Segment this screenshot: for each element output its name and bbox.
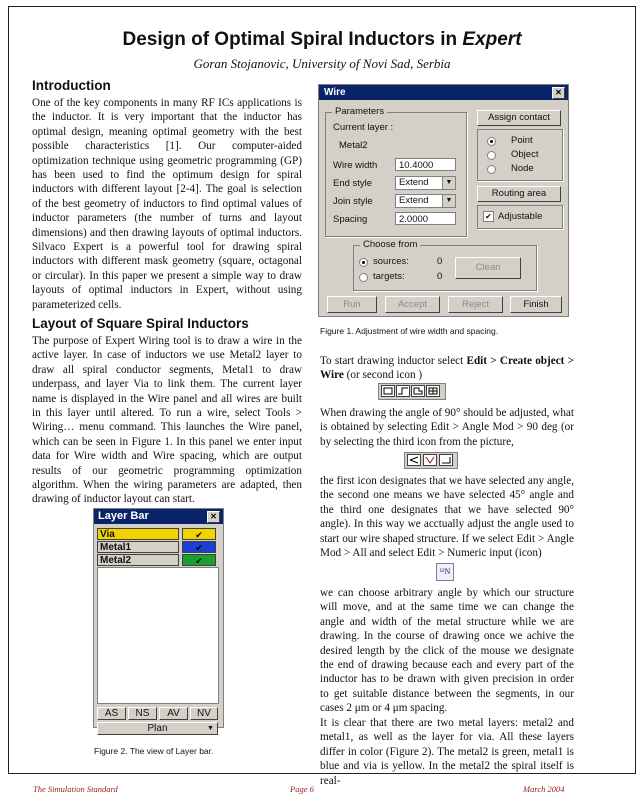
routing-area-button[interactable]: Routing area <box>477 186 561 202</box>
sources-count: 0 <box>437 256 443 267</box>
p1-menu-path: Edit > Create object > Wire <box>320 355 574 382</box>
intro-body: One of the key components in many RF ICs applications is the inductor. It is very important that the inductor has optimal design, meaning optimal geometry with the best possible characteristics [1]. Our computer-aided optimization technique using geometric programming (GP) has been used to find the optimum design for spiral inductors with different layout [2-4]. The goal is selection of the best geometry of inductors to find optimal values of inductor parameters (the number of turns and layout dimensions) and then drawing layouts of optimal inductors. Silvaco Expert is a powerful tool for drawing spiral inductors with different mask geometry (square, octagonal or circular). In this paper we present a simple way to draw layouts of optimal inductors in Expert, without using parameterized cells. <box>32 97 302 311</box>
wire-width-field[interactable]: 10.4000 <box>395 158 456 171</box>
current-layer-label: Current layer : <box>333 122 394 133</box>
layer-visible-check-icon[interactable]: ✔ <box>182 554 216 566</box>
end-style-value: Extend <box>399 177 429 188</box>
layer-btn-ns[interactable]: NS <box>128 707 157 720</box>
layer-bar-title: Layer Bar <box>98 510 149 522</box>
intro-heading: Introduction <box>32 78 111 93</box>
right-paragraph-2: When drawing the angle of 90° should be adjusted, what is obtained by selecting Edit > Angle Mod > 90 deg (or by selecting the third icon from the picture, <box>320 407 574 448</box>
object-radio[interactable] <box>487 151 496 160</box>
spacing-label: Spacing <box>333 214 368 225</box>
page-title: Design of Optimal Spiral Inductors in Expert <box>122 29 522 50</box>
layer-row-metal1[interactable] <box>97 541 217 553</box>
point-radio[interactable] <box>487 137 496 146</box>
layer-row-via[interactable] <box>97 528 217 540</box>
p1-text: To start drawing inductor select <box>320 355 464 367</box>
footer-publication: The Simulation Standard <box>33 784 118 794</box>
sources-radio[interactable] <box>359 258 368 267</box>
layer-name: Metal1 <box>97 541 179 553</box>
footer-date: March 2004 <box>523 784 565 794</box>
chevron-down-icon[interactable]: ▼ <box>442 195 455 207</box>
end-style-label: End style <box>333 178 373 189</box>
parameters-label: Parameters <box>332 106 387 117</box>
choose-from-label: Choose from <box>360 239 420 250</box>
targets-count: 0 <box>437 271 443 282</box>
angle-45-icon[interactable] <box>423 454 437 466</box>
right-paragraph-1 <box>320 354 574 383</box>
layer-visible-check-icon[interactable]: ✔ <box>182 541 216 553</box>
polygon-tool-icon[interactable] <box>411 385 425 397</box>
footer-page: Page 6 <box>290 784 314 794</box>
current-layer-value: Metal2 <box>339 140 368 151</box>
layout-heading: Layout of Square Spiral Inductors <box>32 316 249 331</box>
node-radio[interactable] <box>487 165 496 174</box>
numeric-input-icon[interactable]: ¹²N <box>436 563 454 581</box>
plan-value: Plan <box>147 723 168 734</box>
box-grid-tool-icon[interactable] <box>426 385 440 397</box>
targets-label: targets: <box>373 271 405 282</box>
wire-tool-icon[interactable] <box>396 385 410 397</box>
close-icon[interactable]: ✕ <box>552 87 565 99</box>
layer-btn-as[interactable]: AS <box>97 707 126 720</box>
node-label: Node <box>511 163 534 174</box>
finish-button[interactable]: Finish <box>510 296 562 313</box>
angle-90-icon[interactable] <box>439 454 453 466</box>
right-paragraph-4: we can choose arbitrary angle by which our structure will move, and at the same time we can change the angle and width of the metal structure while we are drawing. In the course of drawing once we achive the desired length by the click of the mouse we designate the end of drawing because each and every part of the inductor has to be drawn with given precision in order to get suitable distance between the segments, in our cases 2 μm or 4 μm spacing. <box>320 587 574 715</box>
layer-name: Via <box>97 528 179 540</box>
spacing-field[interactable]: 2.0000 <box>395 212 456 225</box>
assign-contact-button[interactable]: Assign contact <box>477 110 561 126</box>
layer-btn-av[interactable]: AV <box>159 707 188 720</box>
adjustable-checkbox[interactable]: ✔ <box>483 211 494 222</box>
layer-bar-titlebar <box>94 509 223 524</box>
object-label: Object <box>511 149 539 160</box>
accept-button[interactable]: Accept <box>385 296 440 313</box>
point-label: Point <box>511 135 533 146</box>
layer-visible-check-icon[interactable]: ✔ <box>182 528 216 540</box>
right-paragraph-5: It is clear that there are two metal layers: metal2 and metal1, as well as the layer for via. All these layers differ in color (Figure 2). The metal2 is green, metal1 is blue and via is yellow. In the metal2 the spiral itself is real- <box>320 717 574 787</box>
p1-note: (or second icon ) <box>346 369 423 382</box>
sources-label: sources: <box>373 256 409 267</box>
targets-radio[interactable] <box>359 273 368 282</box>
rectangle-tool-icon[interactable] <box>381 385 395 397</box>
layer-list-area <box>97 567 219 704</box>
any-angle-icon[interactable] <box>407 454 421 466</box>
plan-select[interactable] <box>97 722 218 735</box>
right-paragraph-3: the first icon designates that we have selected any angle, the second one means we have selected 45° angle and the third one designates that we have selected 90° angle). In this way we acctually adjust the angle used to start our wire shaped structure. If we select Edit > Angle Mod > All and select Edit > Numeric input (icon) <box>320 475 574 560</box>
join-style-value: Extend <box>399 195 429 206</box>
wire-dialog-titlebar <box>319 85 568 100</box>
chevron-down-icon[interactable]: ▼ <box>207 725 214 732</box>
reject-button[interactable]: Reject <box>448 296 503 313</box>
wire-dialog <box>318 84 569 317</box>
layer-row-metal2[interactable] <box>97 554 217 566</box>
layer-name: Metal2 <box>97 554 179 566</box>
layer-bar-panel <box>93 508 224 734</box>
layer-btn-nv[interactable]: NV <box>190 707 218 720</box>
author-line: Goran Stojanovic, University of Novi Sad, Serbia <box>193 56 451 71</box>
figure1-caption: Figure 1. Adjustment of wire width and spacing. <box>320 326 499 336</box>
wire-dialog-title: Wire <box>324 87 346 98</box>
end-style-select[interactable] <box>395 176 456 190</box>
join-style-label: Join style <box>333 196 373 207</box>
layout-body: The purpose of Expert Wiring tool is to draw a wire in the active layer. In case of inductors we use Metal2 layer to draw all spiral conductor segments, Metal1 to draw underpass, and layer Via to link them. The current layer name is displayed in the Wire panel and all wires are built in this layer until altered. To run a wire, select Tools > Wiring… menu command. This launches the Wire panel, which can be seen in Figure 1. In this panel we enter input data for Wire width and Wire spacing, which are output results of our geometric programming optimization algorithm. When the wiring parameters are adapted, then drawing of inductor layout can start. <box>32 335 302 506</box>
join-style-select[interactable] <box>395 194 456 208</box>
adjustable-label: Adjustable <box>498 211 543 222</box>
run-button[interactable]: Run <box>327 296 377 313</box>
wire-toolbar-icons <box>378 383 446 400</box>
angle-mode-icons <box>404 452 458 469</box>
chevron-down-icon[interactable]: ▼ <box>442 177 455 189</box>
clean-button[interactable]: Clean <box>455 257 521 279</box>
close-icon[interactable]: ✕ <box>207 511 220 523</box>
wire-width-label: Wire width <box>333 160 378 171</box>
figure2-caption: Figure 2. The view of Layer bar. <box>94 746 214 756</box>
